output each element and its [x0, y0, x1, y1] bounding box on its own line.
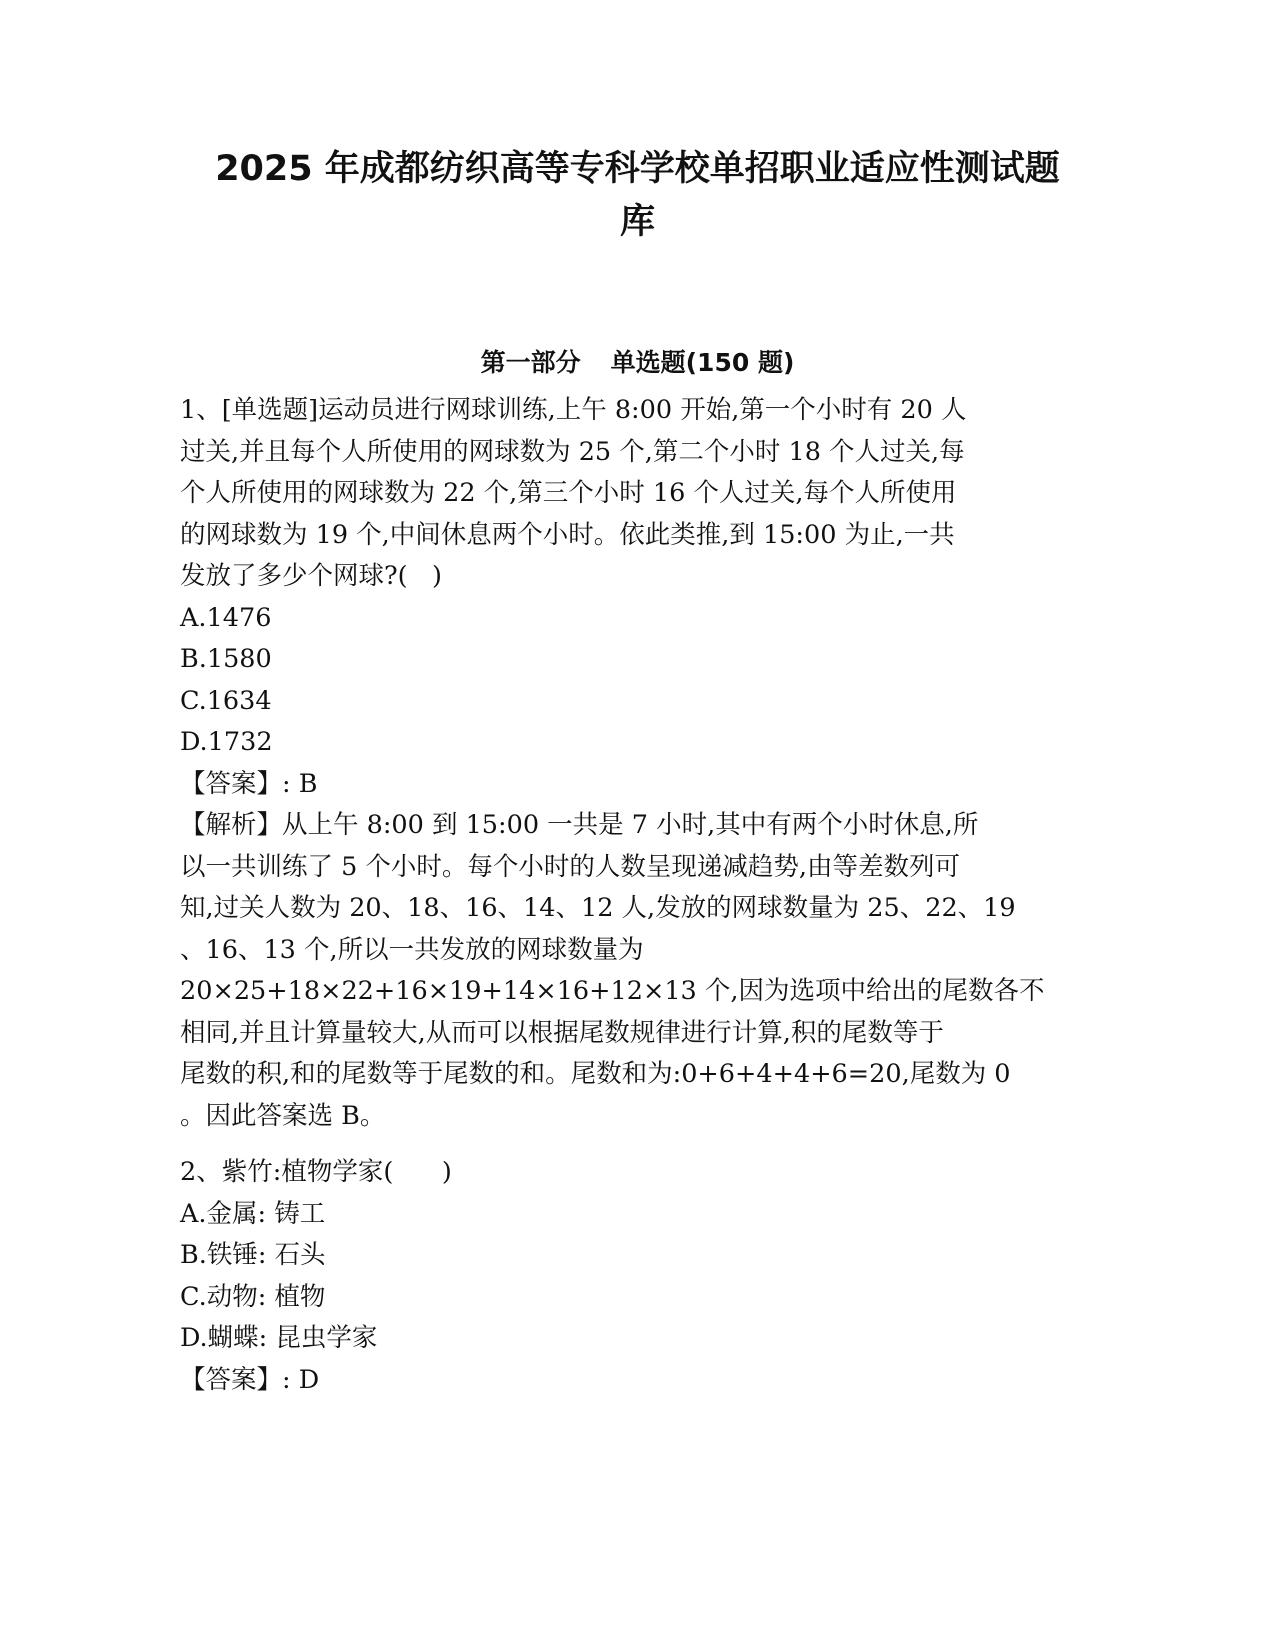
analysis-line: 20×25+18×22+16×19+14×16+12×13 个,因为选项中给出的尾数各不 — [180, 976, 1045, 1006]
page-title — [180, 143, 1095, 249]
answer-value: B — [298, 768, 318, 799]
option-c: C.1634 — [180, 685, 272, 716]
option-d: D.1732 — [180, 727, 273, 757]
analysis-line: 【解析】从上午 8:00 到 15:00 一共是 7 小时,其中有两个小时休息,所 — [180, 810, 979, 840]
option-c: C.动物: 植物 — [180, 1281, 326, 1312]
section-heading — [180, 346, 1095, 380]
title-line-1: 2025 年成都纺织高等专科学校单招职业适应性测试题 — [215, 149, 1060, 189]
section-part: 第一部分 — [480, 348, 581, 377]
analysis-line: 。因此答案选 B。 — [180, 1100, 386, 1131]
question-2 — [180, 1152, 1080, 1401]
option-a: A.1476 — [180, 602, 272, 633]
analysis-line: 知,过关人数为 20、18、16、14、12 人,发放的网球数量为 25、22、19 — [180, 893, 1016, 923]
analysis-line: 相同,并且计算量较大,从而可以根据尾数规律进行计算,积的尾数等于 — [180, 1017, 944, 1048]
question-stem — [180, 390, 1080, 598]
stem-line: 2、紫竹:植物学家( ) — [180, 1157, 452, 1187]
stem-line: 1、[单选题]运动员进行网球训练,上午 8:00 开始,第一个小时有 20 人 — [180, 395, 967, 425]
option-b: B.1580 — [180, 644, 272, 674]
answer-label: 【答案】: — [180, 1364, 291, 1395]
analysis — [180, 805, 1080, 1137]
title-line-2: 库 — [619, 202, 655, 242]
answer-label: 【答案】: — [180, 768, 291, 799]
analysis-line: 以一共训练了 5 个小时。每个小时的人数呈现递减趋势,由等差数列可 — [180, 851, 961, 882]
stem-line: 个人所使用的网球数为 22 个,第三个小时 16 个人过关,每个人所使用 — [180, 478, 957, 508]
option-d: D.蝴蝶: 昆虫学家 — [180, 1323, 378, 1353]
option-b: B.铁锤: 石头 — [180, 1240, 326, 1270]
question-stem — [180, 1152, 1080, 1194]
section-name: 单选题(150 题) — [610, 348, 795, 377]
option-a: A.金属: 铸工 — [180, 1198, 326, 1229]
answer — [180, 1360, 1080, 1402]
question-1 — [180, 390, 1080, 1137]
analysis-line: 尾数的积,和的尾数等于尾数的和。尾数和为:0+6+4+4+6=20,尾数为 0 — [180, 1059, 1011, 1089]
options-list — [180, 598, 1080, 764]
analysis-line: 、16、13 个,所以一共发放的网球数量为 — [180, 934, 644, 965]
stem-line: 的网球数为 19 个,中间休息两个小时。依此类推,到 15:00 为止,一共 — [180, 519, 955, 550]
options-list — [180, 1194, 1080, 1360]
stem-line: 过关,并且每个人所使用的网球数为 25 个,第二个小时 18 个人过关,每 — [180, 436, 965, 467]
stem-line: 发放了多少个网球?( ) — [180, 561, 442, 591]
answer-value: D — [298, 1364, 320, 1395]
answer — [180, 764, 1080, 806]
